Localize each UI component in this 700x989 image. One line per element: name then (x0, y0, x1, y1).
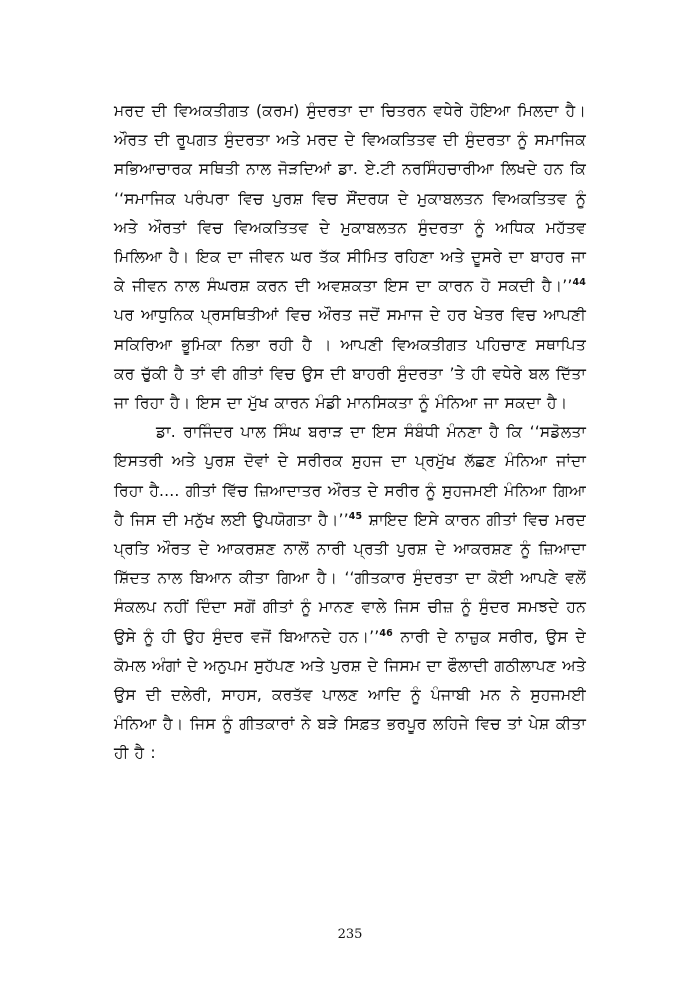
paragraph-2-segment-3: ਨਾਰੀ ਦੇ ਨਾਜ਼ੁਕ ਸਰੀਰ, ਉਸ ਦੇ ਕੋਮਲ ਅੰਗਾਂ ਦੇ ਅਨੁਪਮ ਸੁਹੱਪਣ ਅਤੇ ਪੁਰਸ਼ ਦੇ ਜਿਸਮ ਦਾ ਫੌਲਾਦੀ ਗਠੀਲਾਪਣ ਅਤੇ ਉਸ ਦੀ ਦਲੇਰੀ, ਸਾਹਸ, ਕਰਤੱਵ ਪਾਲਣ ਆਦਿ ਨੂੰ ਪੰਜਾਬੀ ਮਨ ਨੇ ਸੁਹਜਮਈ ਮੰਨਿਆ ਹੈ। ਜਿਸ ਨੂੰ ਗੀਤਕਾਰਾਂ ਨੇ ਬੜੇ ਸਿਫ਼ਤ ਭਰਪੂਰ ਲਹਿਜੇ ਵਿਚ ਤਾਂ ਪੇਸ਼ ਕੀਤਾ ਹੀ ਹੈ : (114, 627, 586, 763)
page-number: 235 (337, 927, 363, 942)
paragraph-1 (114, 97, 586, 418)
footnote-ref-44: 44 (572, 277, 586, 289)
footnote-ref-46: 46 (379, 627, 393, 639)
footnote-ref-45: 45 (348, 510, 363, 522)
paragraph-2-segment-2: ਸ਼ਾਇਦ ਇਸੇ ਕਾਰਨ ਗੀਤਾਂ ਵਿਚ ਮਰਦ ਪ੍ਰਤਿ ਔਰਤ ਦੇ ਆਕਰਸ਼ਣ ਨਾਲੋਂ ਨਾਰੀ ਪ੍ਰਤੀ ਪੁਰਸ਼ ਦੇ ਆਕਰਸ਼ਣ ਨੂੰ ਜ਼ਿਆਦਾ ਸ਼ਿੱਦਤ ਨਾਲ ਬਿਆਨ ਕੀਤਾ ਗਿਆ ਹੈ। ‘‘ਗੀਤਕਾਰ ਸੁੰਦਰਤਾ ਦਾ ਕੋਈ ਆਪਣੇ ਵਲੋਂ ਸੰਕਲਪ ਨਹੀਂ ਦਿੰਦਾ ਸਗੋਂ ਗੀਤਾਂ ਨੂੰ ਮਾਨਣ ਵਾਲੇ ਜਿਸ ਚੀਜ਼ ਨੂੰ ਸੁੰਦਰ ਸਮਝਦੇ ਹਨ ਉਸੇ ਨੂੰ ਹੀ ਉਹ ਸੁੰਦਰ ਵਜੋਂ ਬਿਆਨਦੇ ਹਨ।’’ (114, 510, 587, 646)
paragraph-2-segment-1: ਡਾ. ਰਾਜਿੰਦਰ ਪਾਲ ਸਿੰਘ ਬਰਾੜ ਦਾ ਇਸ ਸੰਬੰਧੀ ਮੰਨਣਾ ਹੈ ਕਿ ‘‘ਸਡੋਲਤਾ ਇਸਤਰੀ ਅਤੇ ਪੁਰਸ਼ ਦੋਵਾਂ ਦੇ ਸਰੀਰਕ ਸੁਹਜ ਦਾ ਪ੍ਰਮੁੱਖ ਲੱਛਣ ਮੰਨਿਆ ਜਾਂਦਾ ਰਿਹਾ ਹੈ.... ਗੀਤਾਂ ਵਿੱਚ ਜ਼ਿਆਦਾਤਰ ਔਰਤ ਦੇ ਸਰੀਰ ਨੂੰ ਸੁਹਜਮਈ ਮੰਨਿਆ ਗਿਆ ਹੈ ਜਿਸ ਦੀ ਮਨੁੱਖ ਲਈ ਉਪਯੋਗਤਾ ਹੈ।’’ (114, 423, 586, 529)
body-text (114, 97, 586, 769)
paragraph-2 (114, 418, 586, 768)
paragraph-1-segment-2: ਪਰ ਆਧੁਨਿਕ ਪ੍ਰਸਥਿਤੀਆਂ ਵਿਚ ਔਰਤ ਜਦੋਂ ਸਮਾਜ ਦੇ ਹਰ ਖੇਤਰ ਵਿਚ ਆਪਣੀ ਸਕਿਰਿਆ ਭੂਮਿਕਾ ਨਿਭਾ ਰਹੀ ਹੈ । ਆਪਣੀ ਵਿਅਕਤੀਗਤ ਪਹਿਚਾਣ ਸਥਾਪਿਤ ਕਰ ਚੁੱਕੀ ਹੈ ਤਾਂ ਵੀ ਗੀਤਾਂ ਵਿਚ ਉਸ ਦੀ ਬਾਹਰੀ ਸੁੰਦਰਤਾ ’ਤੇ ਹੀ ਵਧੇਰੇ ਬਲ ਦਿੱਤਾ ਜਾ ਰਿਹਾ ਹੈ। ਇਸ ਦਾ ਮੁੱਖ ਕਾਰਨ ਮੰਡੀ ਮਾਨਸਿਕਤਾ ਨੂੰ ਮੰਨਿਆ ਜਾ ਸਕਦਾ ਹੈ। (114, 306, 586, 413)
paragraph-1-segment-1: ਮਰਦ ਦੀ ਵਿਅਕਤੀਗਤ (ਕਰਮ) ਸੁੰਦਰਤਾ ਦਾ ਚਿਤਰਨ ਵਧੇਰੇ ਹੋਇਆ ਮਿਲਦਾ ਹੈ। ਔਰਤ ਦੀ ਰੂਪਗਤ ਸੁੰਦਰਤਾ ਅਤੇ ਮਰਦ ਦੇ ਵਿਅਕਤਿਤਵ ਦੀ ਸੁੰਦਰਤਾ ਨੂੰ ਸਮਾਜਿਕ ਸਭਿਆਚਾਰਕ ਸਥਿਤੀ ਨਾਲ ਜੋੜਦਿਆਂ ਡਾ. ਏ.ਟੀ ਨਰਸਿੰਹਚਾਰੀਆ ਲਿਖਦੇ ਹਨ ਕਿ ‘‘ਸਮਾਜਿਕ ਪਰੰਪਰਾ ਵਿਚ ਪੁਰਸ਼ ਵਿਚ ਸੌਂਦਰਯ ਦੇ ਮੁਕਾਬਲਤਨ ਵਿਅਕਤਿਤਵ ਨੂੰ ਅਤੇ ਔਰਤਾਂ ਵਿਚ ਵਿਅਕਤਿਤਵ ਦੇ ਮੁਕਾਬਲਤਨ ਸੁੰਦਰਤਾ ਨੂੰ ਅਧਿਕ ਮਹੱਤਵ ਮਿਲਿਆ ਹੈ। ਇਕ ਦਾ ਜੀਵਨ ਘਰ ਤੱਕ ਸੀਮਿਤ ਰਹਿਣਾ ਅਤੇ ਦੂਸਰੇ ਦਾ ਬਾਹਰ ਜਾ ਕੇ ਜੀਵਨ ਨਾਲ ਸੰਘਰਸ਼ ਕਰਨ ਦੀ ਅਵਸ਼ਕਤਾ ਇਸ ਦਾ ਕਾਰਨ ਹੋ ਸਕਦੀ ਹੈ।’’ (114, 102, 586, 296)
